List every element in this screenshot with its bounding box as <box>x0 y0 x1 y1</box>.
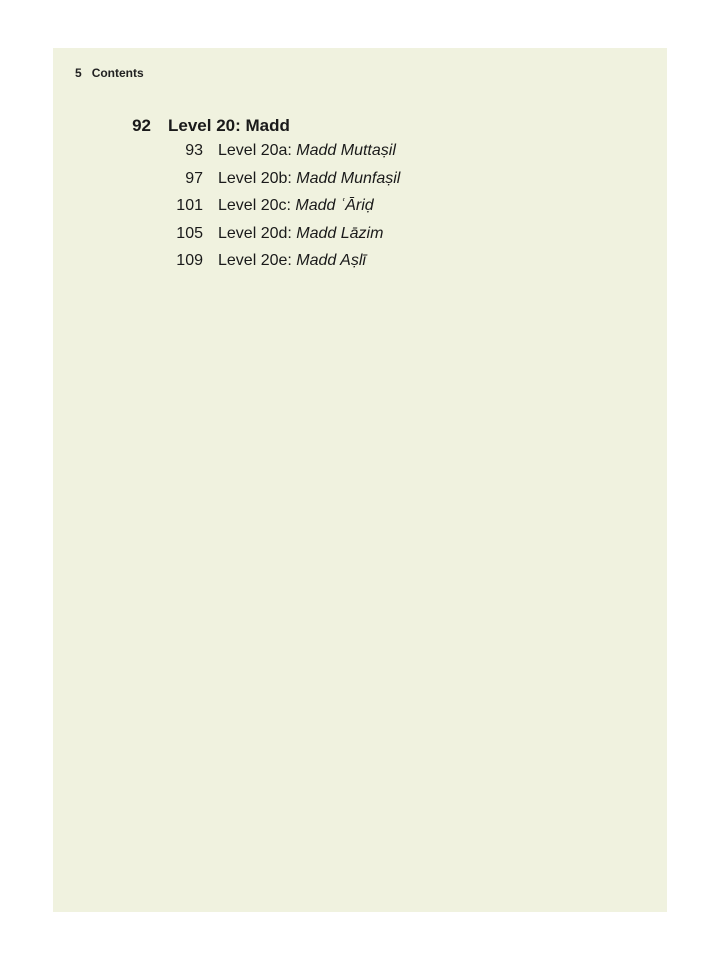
entry-label: Level 20a: <box>218 142 297 159</box>
chapter-page-number: 92 <box>132 116 151 135</box>
toc-entry[interactable] <box>53 225 667 253</box>
table-of-contents <box>53 116 667 280</box>
entry-page-number: 101 <box>176 197 203 214</box>
toc-entry[interactable] <box>53 252 667 280</box>
folio-page-number: 5 <box>75 66 82 80</box>
entry-title <box>218 170 400 188</box>
entry-label: Level 20e: <box>218 252 297 269</box>
toc-entry[interactable] <box>53 170 667 198</box>
entry-page-number: 105 <box>176 224 203 242</box>
entry-term: Madd Aṣlī <box>296 252 366 269</box>
entry-term: Madd Lāzim <box>296 224 384 242</box>
entry-page-number: 109 <box>176 252 203 269</box>
entry-label: Level 20d: <box>218 224 297 242</box>
entry-term: Madd Muttaṣil <box>296 142 396 159</box>
entry-title <box>218 252 366 270</box>
toc-entry[interactable] <box>53 197 667 225</box>
entry-title <box>218 142 396 160</box>
entry-page-number: 93 <box>185 142 203 159</box>
entry-title <box>218 197 374 215</box>
entry-term: Madd Munfaṣil <box>296 169 401 187</box>
toc-entry[interactable] <box>53 142 667 170</box>
entry-page-number: 97 <box>185 169 203 187</box>
entry-label: Level 20c: <box>218 197 296 214</box>
running-head-section: Contents <box>91 66 144 80</box>
running-head <box>75 66 144 80</box>
toc-chapter-row[interactable] <box>53 116 667 142</box>
entry-term: Madd ʿĀriḍ <box>295 197 374 214</box>
book-page <box>53 48 667 912</box>
chapter-title: Level 20: Madd <box>168 116 290 135</box>
entry-title <box>218 225 383 243</box>
entry-label: Level 20b: <box>218 169 297 187</box>
